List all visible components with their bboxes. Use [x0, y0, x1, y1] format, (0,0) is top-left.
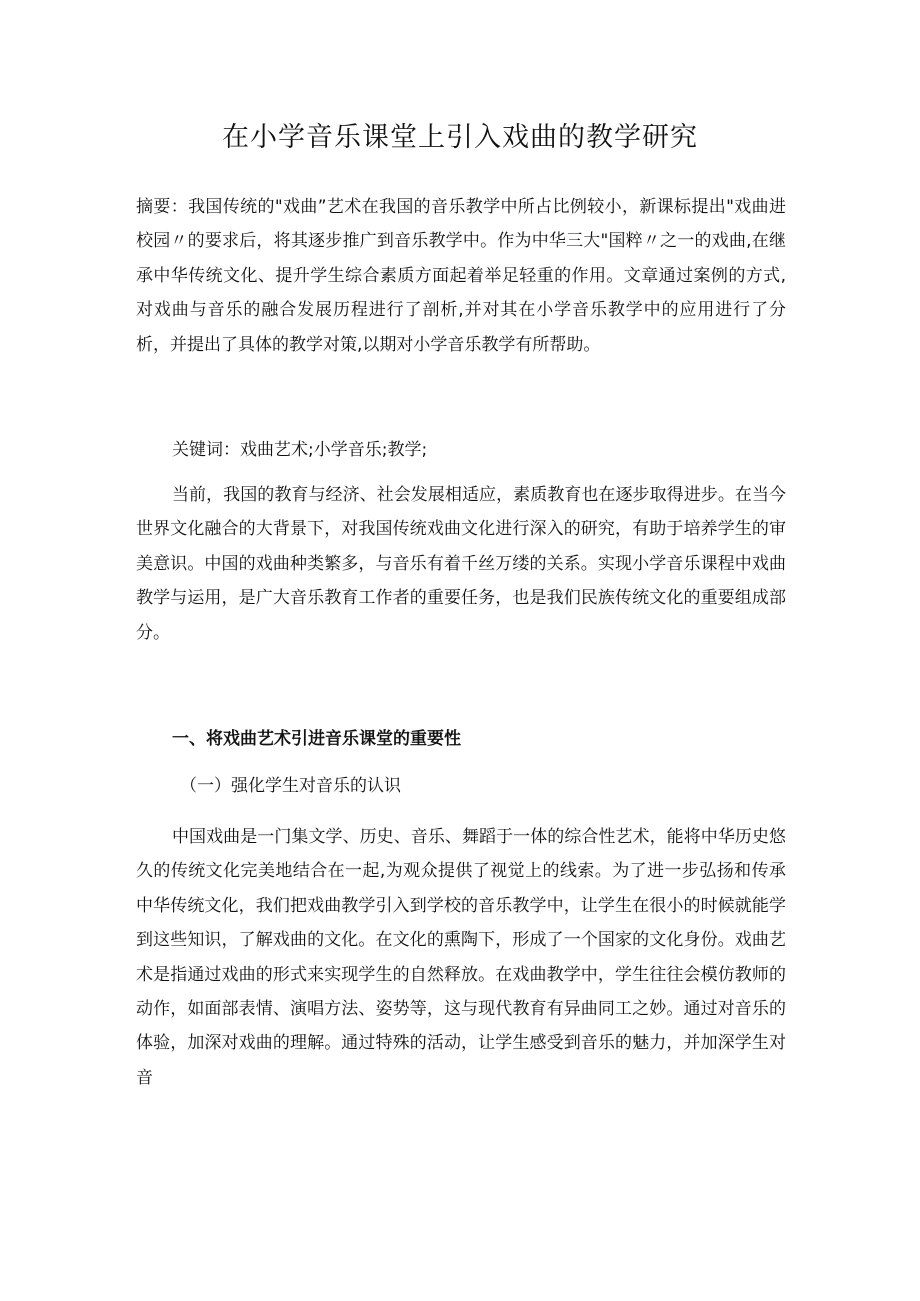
subsection-body-paragraph: 中国戏曲是一门集文学、历史、音乐、舞蹈于一体的综合性艺术，能将中华历史悠久的传统文化完美地结合在一起,为观众提供了视觉上的线索。为了进一步弘扬和传承中华传统文化，我们把戏曲教学引入到学校的音乐教学中，让学生在很小的时候就能学到这些知识，了解戏曲的文化。在文化的熏陶下，形成了一个国家的文化身份。戏曲艺术是指通过戏曲的形式来实现学生的自然释放。在戏曲教学中，学生往往会模仿教师的动作，如面部表情、演唱方法、姿势等，这与现代教育有异曲同工之妙。通过对音乐的体验，加深对戏曲的理解。通过特殊的活动，让学生感受到音乐的魅力，并加深学生对音 — [136, 827, 786, 1088]
keywords-line: 关键词：戏曲艺术;小学音乐;教学; — [172, 440, 428, 460]
document-title: 在小学音乐课堂上引入戏曲的教学研究 — [222, 122, 698, 153]
intro-paragraph: 当前，我国的教育与经济、社会发展相适应，素质教育也在逐步取得进步。在当今世界文化融合的大背景下，对我国传统戏曲文化进行深入的研究，有助于培养学生的审美意识。中国的戏曲种类繁多，与音乐有着千丝万缕的关系。实现小学音乐课程中戏曲教学与运用，是广大音乐教育工作者的重要任务，也是我们民族传统文化的重要组成部分。 — [136, 485, 786, 643]
subsection-heading: （一）强化学生对音乐的认识 — [180, 776, 401, 796]
section-heading: 一、将戏曲艺术引进音乐课堂的重要性 — [172, 729, 461, 749]
abstract-paragraph: 摘要：我国传统的"戏曲”艺术在我国的音乐教学中所占比例较小，新课标提出"戏曲进校园〃的要求后，将其逐步推广到音乐教学中。作为中华三大"国粹〃之一的戏曲,在继承中华传统文化、提升学生综合素质方面起着举足轻重的作用。文章通过案例的方式,对戏曲与音乐的融合发展历程进行了剖析,并对其在小学音乐教学中的应用进行了分析，并提出了具体的教学对策,以期对小学音乐教学有所帮助。 — [136, 197, 786, 355]
